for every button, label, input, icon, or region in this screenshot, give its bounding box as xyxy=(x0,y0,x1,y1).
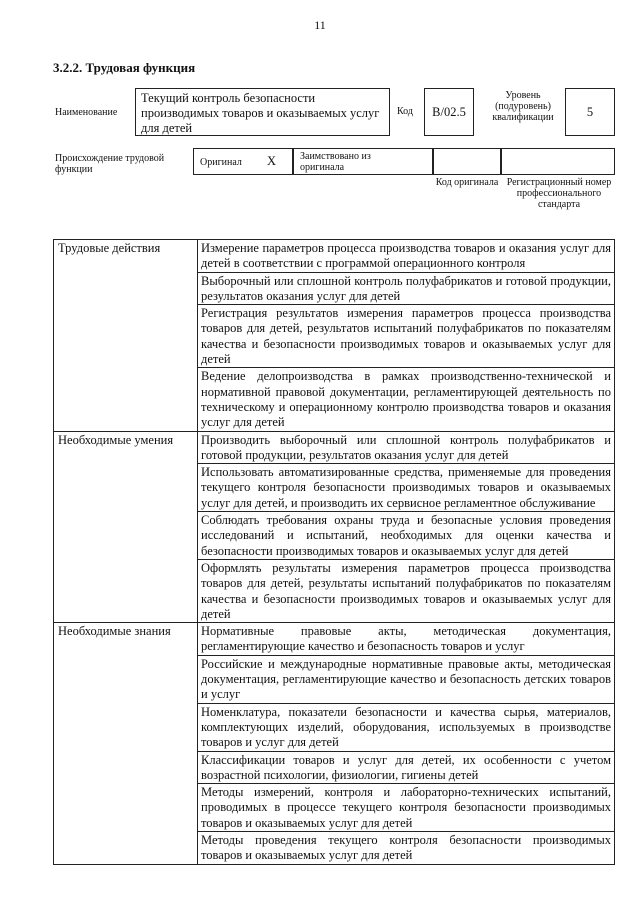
group-item: Использовать автоматизированные средства, применяемые для проведения текущего контроля безопасности производимых товаров и оказываемых услуг для детей, и производить их сервисное регламентное обслуживание xyxy=(198,464,615,512)
group-item: Российские и международные нормативные правовые акты, методическая документация, регламентирующие качество и безопасность детских товаров и услуг xyxy=(198,655,615,703)
code-value: B/02.5 xyxy=(432,104,466,119)
group-item: Нормативные правовые акты, методическая документация, регламентирующие качество и безопасность товаров и услуг xyxy=(198,623,615,656)
code-box xyxy=(424,88,474,136)
original-box xyxy=(193,148,293,175)
group-item: Регистрация результатов измерения параметров процесса производства товаров для детей, результатов испытаний полуфабрикатов по показателям качества и безопасности производимых товаров и оказываемых услуг для детей xyxy=(198,305,615,368)
qualification-level-label: Уровень (подуровень) квалификации xyxy=(492,90,554,123)
group-item: Методы измерений, контроля и лабораторно-технических испытаний, проводимых в процессе текущего контроля безопасности производимых товаров и оказываемых услуг для детей xyxy=(198,784,615,832)
original-label: Оригинал xyxy=(200,157,242,168)
table-row xyxy=(54,431,615,464)
group-item: Выборочный или сплошной контроль полуфабрикатов и готовой продукции, результатов оказания услуг для детей xyxy=(198,272,615,305)
group-label: Необходимые умения xyxy=(54,431,198,623)
group-item: Номенклатура, показатели безопасности и качества сырья, материалов, комплектующих изделий, оборудования, используемых в производстве товаров и услуг для детей xyxy=(198,703,615,751)
group-item: Оформлять результаты измерения параметров процесса производства товаров для детей, результаты испытаний полуфабрикатов по показателям качества и безопасности производимых товаров и оказываемых услуг для детей xyxy=(198,559,615,622)
borrowed-label: Заимствовано из оригинала xyxy=(300,151,371,173)
name-label: Наименование xyxy=(55,107,118,118)
qualification-level-value: 5 xyxy=(586,104,594,119)
group-item: Ведение делопроизводства в рамках производственно-технической и нормативной правовой документации, регламентирующей деятельность по техническому и операционному контролю производства товаров и оказания услуг для детей xyxy=(198,368,615,431)
code-label: Код xyxy=(397,106,413,117)
borrowed-box xyxy=(293,148,433,175)
group-label: Необходимые знания xyxy=(54,623,198,864)
table-row xyxy=(54,623,615,656)
group-item: Соблюдать требования охраны труда и безопасные условия проведения исследований и испытаний, необходимых для оценки качества и безопасности производимых товаров и оказываемых услуг для детей xyxy=(198,512,615,560)
registration-number-caption: Регистрационный номер профессионального стандарта xyxy=(506,177,612,210)
qualification-level-box xyxy=(565,88,615,136)
section-title: 3.2.2. Трудовая функция xyxy=(53,60,196,75)
page-number: 11 xyxy=(314,18,326,32)
group-item: Производить выборочный или сплошной контроль полуфабрикатов и готовой продукции, результатов оказания услуг для детей xyxy=(198,431,615,464)
group-item: Методы проведения текущего контроля безопасности производимых товаров и оказываемых услуг для детей xyxy=(198,831,615,864)
original-code-caption: Код оригинала xyxy=(435,177,499,188)
origin-label: Происхождение трудовой функции xyxy=(55,153,165,175)
function-name-box xyxy=(135,88,390,136)
registration-number-box xyxy=(501,148,615,175)
group-label: Трудовые действия xyxy=(54,240,198,432)
group-item: Измерение параметров процесса производства товаров и оказания услуг для детей в соответствии с программой операционного контроля xyxy=(198,240,615,273)
function-name: Текущий контроль безопасности производимых товаров и оказываемых услуг для детей xyxy=(141,91,380,135)
group-item: Классификации товаров и услуг для детей, их особенности с учетом возрастной психологии, физиологии, гигиены детей xyxy=(198,751,615,784)
original-code-box xyxy=(433,148,501,175)
function-details-table xyxy=(53,239,615,865)
original-mark: X xyxy=(267,154,277,168)
table-row xyxy=(54,240,615,273)
